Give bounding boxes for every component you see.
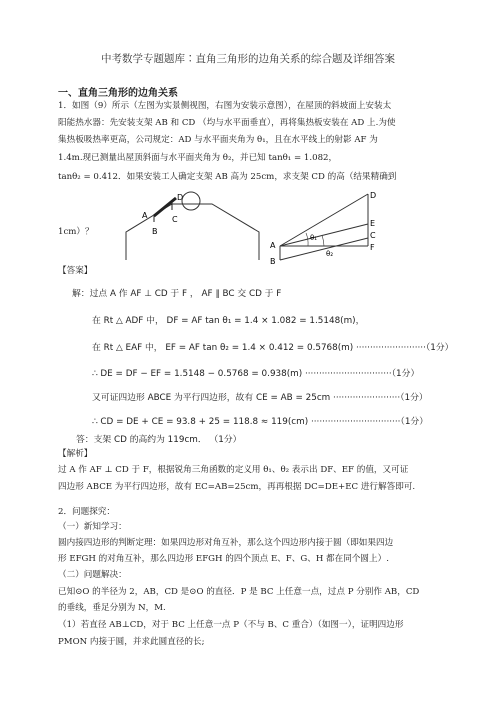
problem1-line4: 1.4m.现已测量出屋顶斜面与水平面夹角为 θ₂，并已知 tanθ₁ = 1.082， [58, 153, 338, 163]
problem1-line3: 集热板吸热率更高，公司规定：AD 与水平面夹角为 θ₁，且在水平线上的射影 AF 为 [58, 135, 378, 145]
right-label-C: C [370, 231, 376, 240]
problem1-line5: tanθ₂ = 0.412．如果安装工人确定支架 AB 高为 25cm，求支架 CD 的高（结果精确到 [58, 172, 397, 182]
answer-line: 在 Rt △ EAF 中， EF = AF tan θ₂ = 1.4 × 0.412 = 0.5768(m) ·························（1分） [92, 343, 454, 353]
circle-icon [180, 190, 202, 212]
right-label-D: D [370, 191, 377, 200]
answer-line: 答：支架 CD 的高约为 119cm． （1分） [76, 435, 242, 445]
problem2-line7: 的垂线，垂足分别为 N，M. [58, 603, 166, 613]
answer-line: 在 Rt △ ADF 中， DF = AF tan θ₁ = 1.4 × 1.082 = 1.5148(m)， [92, 316, 365, 326]
right-label-A: A [270, 241, 276, 250]
problem2-line6: 已知⊙O 的半径为 2，AB，CD 是⊙O 的直径．P 是 BC 上任意一点，过点 P 分别作 AB，CD [58, 587, 420, 597]
right-label-E: E [370, 219, 376, 228]
analysis-line2: 四边形 ABCE 为平行四边形，故有 EC=AB=25cm，再再根据 DC=DE+EC 进行解答即可. [58, 482, 416, 492]
analysis-label: 【解析】 [58, 449, 93, 459]
problem2-line5: （二）问题解决： [58, 570, 127, 580]
installation-figure [268, 186, 388, 266]
problem2-line2: （一）新知学习： [58, 522, 127, 532]
problem2-line3: 圆内接四边形的判断定理：如果四边形对角互补，那么这个四边形内接于圆（即如果四边 [58, 538, 394, 548]
answer-label: 【答案】 [58, 266, 93, 276]
section-heading: 一、直角三角形的边角关系 [58, 88, 178, 99]
problem2-line9: PMON 内接于圆，并求此圆直径的长; [58, 637, 205, 647]
page-title: 中考数学专题题库∶直角三角形的边角关系的综合题及详细答案 [101, 53, 395, 65]
analysis-line1: 过 A 作 AF ⊥ CD 于 F，根据锐角三角函数的定义用 θ₁、θ₂ 表示出 DF、EF 的值，又可证 [58, 465, 409, 475]
problem2-line4: 形 EFGH 的对角互补，那么四边形 EFGH 的四个顶点 E、F、G、H 都在同个圆上）. [58, 554, 389, 564]
right-label-theta2: θ₂ [326, 250, 334, 258]
left-label-D: D [177, 193, 184, 202]
right-label-B: B [270, 257, 276, 266]
right-label-F: F [370, 243, 375, 252]
right-label-theta1: θ₁ [310, 234, 318, 242]
answer-line: 又可证四边形 ABCE 为平行四边形，故有 CE = AB = 25cm ························（1分） [92, 393, 428, 403]
answer-line: ∴ DE = DF − EF = 1.5148 − 0.5768 = 0.938(m) ·······························（1分） [92, 369, 420, 379]
problem1-line6: 1cm）？ [58, 227, 94, 237]
problem2-line1: 2．问题探究： [58, 507, 116, 517]
answer-line: ∴ CD = DE + CE = 93.8 + 25 = 118.8 ≈ 119(cm) ································（1分） [92, 417, 429, 427]
problem1-line2: 阳能热水器：先安装支架 AB 和 CD （均与水平面垂直），再将集热板安装在 AD 上.为使 [58, 118, 396, 128]
answer-line: 解：过点 A 作 AF ⊥ CD 于 F ， AF ∥ BC 交 CD 于 F [72, 289, 282, 299]
left-label-A: A [142, 211, 148, 220]
problem1-line1: 1．如图（9）所示（左图为实景侧视图，右图为安装示意图），在屋顶的斜坡面上安装太 [58, 101, 392, 111]
left-label-C: C [172, 215, 178, 224]
problem2-line8: （1）若直径 AB⊥CD，对于 BC 上任意一点 P（不与 B、C 重合）（如图一），证明四边形 [58, 620, 404, 630]
solar-panel [154, 198, 176, 216]
left-label-B: B [152, 227, 158, 236]
